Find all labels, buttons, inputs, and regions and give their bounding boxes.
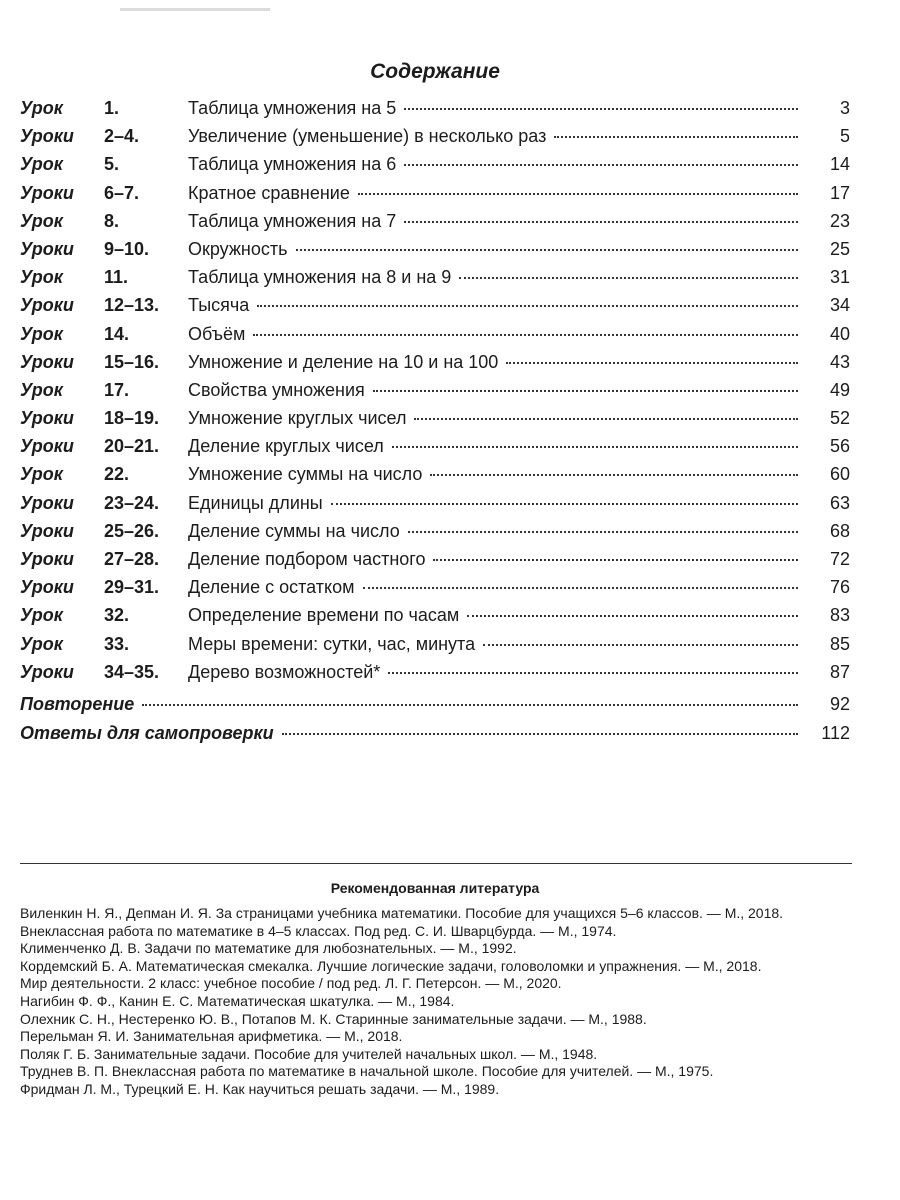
toc-entry-page: 87 [829,661,850,682]
toc-entry-number: 29–31. [104,577,160,598]
toc-entry[interactable] [20,179,850,207]
toc-entry-page: 49 [829,379,850,400]
toc-entry-number: 11. [104,267,129,288]
toc-entry[interactable] [20,658,850,686]
toc-extra-page: 112 [821,723,850,743]
literature-list [20,905,858,1099]
toc-entry-leader [404,221,798,223]
toc-extra-label: Ответы для самопроверки [20,723,274,743]
toc-entry-page: 72 [829,549,850,569]
toc-entry[interactable] [20,348,850,376]
toc-entry-number: 2–4. [104,126,140,147]
toc-entry-label: Деление с остатком [188,577,355,598]
toc-entry-number: 25–26. [104,520,160,541]
toc-entry-leader [506,362,798,364]
literature-item: Поляк Г. Б. Занимательные задачи. Пособие для учителей начальных школ. — М., 1948. [20,1045,598,1062]
toc-entry-leader [363,587,799,589]
toc-entry-label: Кратное сравнение [188,182,350,203]
toc-extra-page: 92 [829,694,850,714]
toc-entry-leader [392,446,798,448]
toc-entry-leader [388,672,798,674]
toc-entry-kind: Уроки [20,351,74,372]
toc-entry-kind: Уроки [20,238,74,259]
toc-entry-leader [331,503,798,505]
toc-entry-page: 34 [829,295,850,316]
toc-entry-leader [459,277,798,279]
page-top-edge [120,0,270,11]
toc-entry-label: Объём [188,323,246,344]
toc-entry-number: 8. [104,210,120,231]
toc-entry[interactable] [20,432,850,460]
toc-entry-kind: Урок [20,464,63,485]
toc-entry-label: Деление подбором частного [188,549,426,569]
toc-extra-list [20,690,850,748]
toc-entry-number: 27–28. [104,549,160,569]
toc-entry-page: 85 [829,633,850,654]
toc-entry-kind: Уроки [20,492,74,513]
literature-item: Олехник С. Н., Нестеренко Ю. В., Потапов М. К. Старинные занимательные задачи. — М., 1988. [20,1010,647,1027]
toc-entry[interactable] [20,94,850,122]
toc-entry-number: 6–7. [104,182,140,203]
toc-entry[interactable] [20,235,850,263]
literature-item: Фридман Л. М., Турецкий Е. Н. Как научиться решать задачи. — М., 1989. [20,1080,500,1097]
toc-entry-leader [253,334,798,336]
toc-entry-leader [467,615,798,617]
toc-entry[interactable] [20,263,850,291]
toc-entry[interactable] [20,404,850,432]
toc-entry-label: Дерево возможностей* [188,661,381,682]
toc-entry-leader [282,733,798,735]
toc-entry-page: 31 [829,267,850,288]
toc-list [20,94,850,686]
toc-entry-number: 23–24. [104,492,160,513]
toc-entry-leader [404,164,798,166]
toc-entry-label: Окружность [188,238,288,259]
toc-entry-kind: Урок [20,633,63,654]
toc-entry-kind: Урок [20,98,63,118]
toc-entry[interactable] [20,573,850,601]
toc-entry-number: 18–19. [104,408,160,429]
toc-entry-kind: Уроки [20,661,74,682]
toc-entry-label: Умножение круглых чисел [188,408,407,429]
toc-entry[interactable] [20,601,850,629]
toc-entry-kind: Урок [20,323,63,344]
toc-entry-page: 76 [829,577,850,598]
toc-entry-number: 32. [104,605,130,626]
literature-item: Кордемский Б. А. Математическая смекалка. Лучшие логические задачи, головоломки и упражнения. — М., 2018. [20,957,762,974]
toc-entry-label: Деление круглых чисел [188,436,384,457]
toc-entry-kind: Урок [20,379,63,400]
toc-entry-page: 23 [829,210,850,231]
toc-entry-leader [414,418,798,420]
toc-entry-label: Таблица умножения на 7 [188,210,397,231]
toc-entry-leader [408,531,798,533]
toc-entry-kind: Урок [20,210,63,231]
toc-entry[interactable] [20,460,850,488]
toc-entry-number: 33. [104,633,130,654]
toc-entry-page: 17 [829,182,850,203]
toc-entry-page: 25 [829,238,850,259]
toc-entry-kind: Уроки [20,126,74,147]
toc-entry-leader [358,193,798,195]
toc-entry-label: Тысяча [188,295,250,316]
toc-entry-page: 43 [829,351,850,372]
toc-entry-page: 68 [829,520,850,541]
toc-entry-page: 3 [839,98,850,118]
toc-entry-number: 1. [104,98,120,118]
toc-entry-leader [554,136,798,138]
toc-entry-kind: Урок [20,267,63,288]
toc-entry-kind: Уроки [20,182,74,203]
toc-entry-number: 34–35. [104,661,160,682]
literature-item: Внеклассная работа по математике в 4–5 классах. Под ред. С. И. Шварцбурда. — М., 1974. [20,922,617,939]
toc-entry-label: Меры времени: сутки, час, минута [188,633,476,654]
toc-entry-kind: Урок [20,154,63,175]
toc-entry-label: Таблица умножения на 5 [188,98,397,118]
toc-entry-number: 20–21. [104,436,160,457]
toc-entry-page: 63 [829,492,850,513]
literature-title: Рекомендованная литература [330,880,540,896]
toc-entry-leader [296,249,798,251]
toc-entry-leader [257,305,798,307]
toc-entry-leader [483,644,798,646]
toc-entry-number: 12–13. [104,295,160,316]
toc-entry-label: Умножение и деление на 10 и на 100 [188,351,499,372]
toc-entry-label: Умножение суммы на число [188,464,423,485]
toc-entry[interactable] [20,291,850,319]
toc-entry-page: 52 [829,408,850,429]
literature-item: Труднев В. П. Внеклассная работа по математике в начальной школе. Пособие для учителей. — М., 1975. [20,1063,714,1080]
toc-entry[interactable] [20,320,850,348]
literature-item: Мир деятельности. 2 класс: учебное пособие / под ред. Л. Г. Петерсон. — М., 2020. [20,975,562,992]
toc-entry[interactable] [20,489,850,517]
toc-entry-page: 40 [829,323,850,344]
toc-entry-leader [404,108,798,110]
section-divider [20,863,852,864]
toc-entry-number: 22. [104,464,130,485]
toc-entry-label: Деление суммы на число [188,520,400,541]
toc-entry-label: Единицы длины [188,492,323,513]
toc-entry-kind: Уроки [20,436,74,457]
toc-entry-kind: Уроки [20,577,74,598]
toc-entry[interactable] [20,207,850,235]
toc-entry[interactable] [20,517,850,545]
toc-extra-label: Повторение [20,694,135,714]
toc-entry-kind: Уроки [20,295,74,316]
toc-entry[interactable] [20,630,850,658]
toc-entry-number: 14. [104,323,130,344]
toc-entry-number: 5. [104,154,120,175]
literature-item: Виленкин Н. Я., Депман И. Я. За страницами учебника математики. Пособие для учащихся 5–6 классов. — М., 2018. [20,905,784,921]
toc-entry-leader [142,704,798,706]
toc-entry-kind: Урок [20,605,63,626]
toc-title: Содержание [370,60,500,84]
toc-extra-entry[interactable] [20,719,850,748]
toc-entry-label: Таблица умножения на 6 [188,154,397,175]
toc-entry-leader [433,559,798,561]
toc-entry-kind: Уроки [20,408,74,429]
toc-entry-page: 5 [839,126,850,147]
toc-entry-page: 60 [829,464,850,485]
toc-entry-label: Увеличение (уменьшение) в несколько раз [188,126,547,147]
toc-entry-number: 15–16. [104,351,160,372]
toc-entry-page: 83 [829,605,850,626]
toc-entry-label: Свойства умножения [188,379,365,400]
toc-entry[interactable] [20,122,850,150]
toc-entry-leader [430,474,798,476]
toc-entry-leader [373,390,798,392]
literature-item: Перельман Я. И. Занимательная арифметика. — М., 2018. [20,1028,403,1045]
toc-entry-kind: Уроки [20,520,74,541]
toc-entry[interactable] [20,150,850,178]
toc-entry[interactable] [20,376,850,404]
toc-entry-page: 56 [829,436,850,457]
toc-entry-number: 17. [104,379,130,400]
toc-entry-label: Таблица умножения на 8 и на 9 [188,267,452,288]
toc-entry-number: 9–10. [104,238,150,259]
literature-item: Нагибин Ф. Ф., Канин Е. С. Математическая шкатулка. — М., 1984. [20,992,455,1009]
toc-entry-kind: Уроки [20,549,74,569]
toc-entry[interactable] [20,545,850,573]
toc-extra-entry[interactable] [20,690,850,719]
toc-entry-label: Определение времени по часам [188,605,460,626]
toc-entry-page: 14 [829,154,850,175]
literature-item: Клименченко Д. В. Задачи по математике для любознательных. — М., 1992. [20,940,517,957]
